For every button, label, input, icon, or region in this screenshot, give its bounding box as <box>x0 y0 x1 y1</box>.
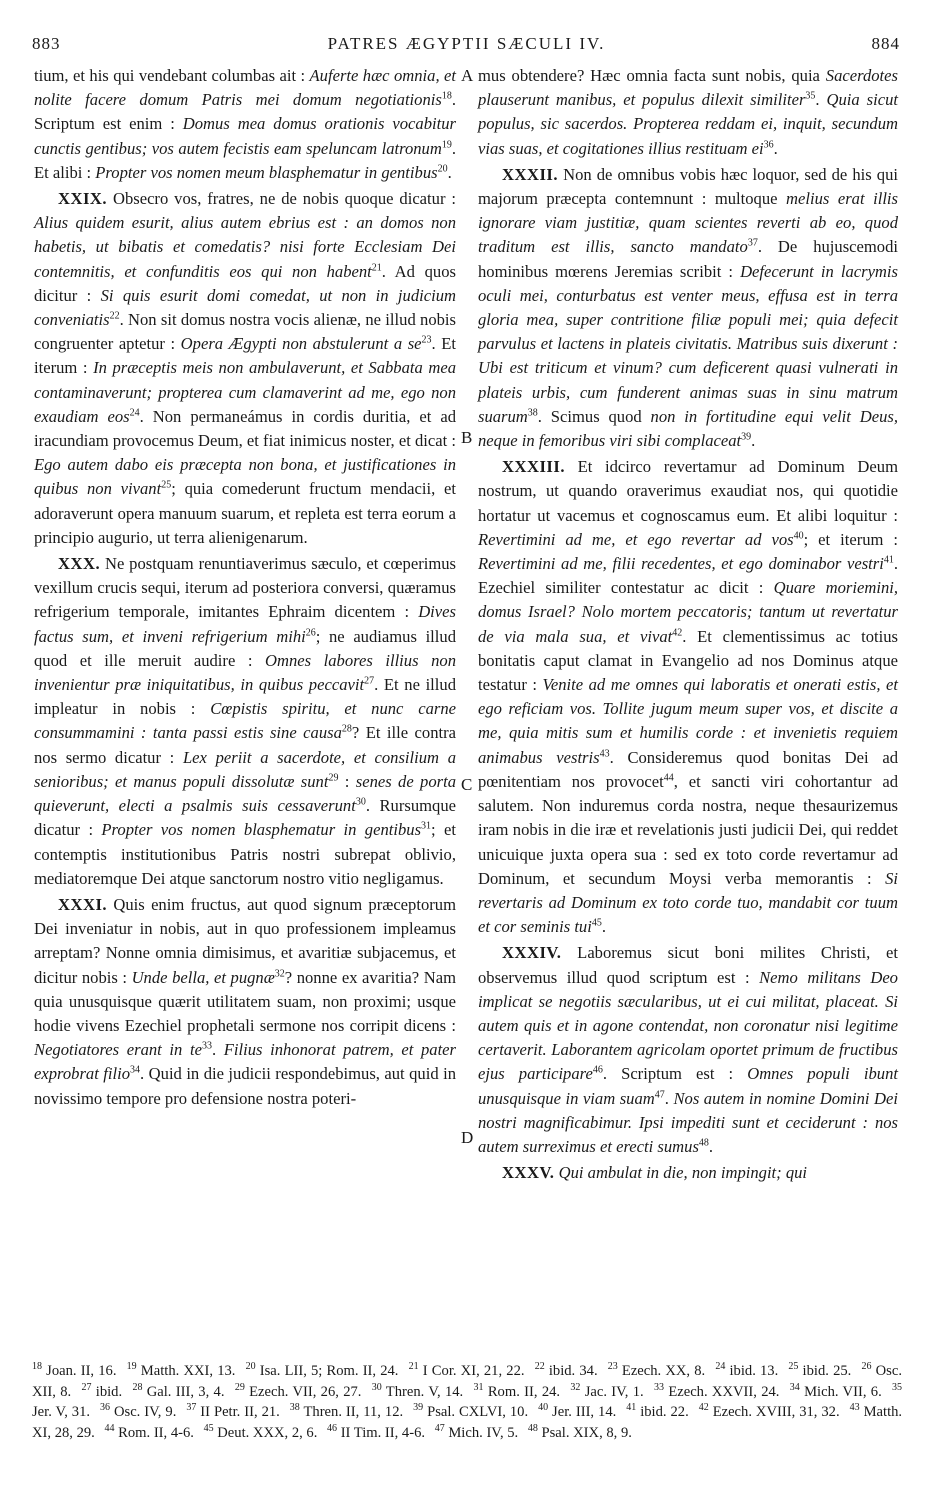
footnote-number: 41 <box>626 1402 637 1414</box>
footnote <box>715 1363 778 1379</box>
footnote <box>527 1422 632 1441</box>
footnote-ref: 35 <box>805 90 816 102</box>
footnote-number: 46 <box>327 1422 338 1434</box>
footnote-citation: Jer. III, 14. <box>548 1404 617 1420</box>
quotation: Domus mea domus orationis vocabitur cunctis gentibus; vos autem fecistis eam speluncam latronum <box>34 114 456 158</box>
left-text-column <box>34 64 456 1113</box>
quotation: Negotiatores erant in te <box>34 1040 202 1060</box>
footnote <box>290 1404 403 1420</box>
footnote-citation: II Tim. II, 4-6. <box>337 1424 426 1441</box>
text-run: ; et contemptis institutionibus Patris nostri subrepat oblivio, mediatoremque Dei atque sanctorum nostro vitio negligamus. <box>34 820 457 888</box>
text-run: Obsecro vos, fratres, ne de nobis quoque dicatur : <box>107 189 456 209</box>
footnote-citation: Matth. XXI, 13. <box>136 1363 236 1379</box>
quotation: non in fortitudine equi velit Deus, neque in femoribus viri sibi complaceat <box>478 406 898 451</box>
footnote-number: 33 <box>654 1381 665 1393</box>
margin-marker-a: A <box>461 66 474 85</box>
footnote <box>81 1381 123 1400</box>
text-run: . Consideremus quod bonitas Dei ad pœnitentiam nos provocet <box>478 747 898 791</box>
text-run: . Non permaneámus in cordis duritia, et ad iracundiam provocemus Deum, et fiat inimicus noster, et dicat : <box>34 406 456 451</box>
paragraph <box>478 163 898 453</box>
text-run: . <box>664 1088 674 1108</box>
footnote-ref: 33 <box>201 1040 212 1052</box>
footnote-citation: Thren. II, 11, 12. <box>299 1404 404 1420</box>
footnote-number: 31 <box>473 1381 484 1393</box>
left-page-number: 883 <box>32 34 61 53</box>
paragraph <box>478 1161 898 1185</box>
quotation: Propter vos nomen meum blasphematur in gentibus <box>95 162 438 182</box>
footnote-number: 22 <box>534 1361 545 1373</box>
footnote <box>186 1404 280 1420</box>
text-run: . <box>773 138 778 158</box>
quotation: Cœpistis spiritu, et nunc carne consummamini : tanta passi estis sine causa <box>34 699 456 743</box>
footnote-citation: ibid. 13. <box>725 1363 779 1379</box>
footnote-ref: 18 <box>441 90 452 102</box>
footnote-number: 19 <box>126 1361 137 1373</box>
footnote-number: 37 <box>186 1402 197 1414</box>
footnote-number: 34 <box>789 1381 800 1393</box>
quotation: Venite ad me omnes qui laboratis et onerati estis, et ego reficiam vos. Tollite jugum meum super vos, et discite a me, quia mitis sum et humilis corde : et invenietis requiem animabus vestris <box>478 675 898 767</box>
footnote <box>132 1381 225 1400</box>
footnote-citation: I Cor. XI, 21, 22. <box>418 1363 525 1379</box>
footnote-citation: Ezech. XVIII, 31, 32. <box>708 1404 840 1420</box>
footnote-citation: Rom. II, 24. <box>483 1383 561 1400</box>
footnote-citation: Matth. XI, 28, 29. <box>32 1404 903 1441</box>
quotation: Auferte hæc omnia, et nolite facere domum Patris mei domum negotiationis <box>34 66 456 110</box>
footnote <box>104 1422 194 1441</box>
footnote-ref: 19 <box>441 139 452 151</box>
footnote-number: 20 <box>245 1361 256 1373</box>
footnote-number: 38 <box>289 1402 300 1414</box>
footnote-ref: 20 <box>437 163 448 175</box>
footnote-ref: 24 <box>129 407 140 419</box>
text-run: Laboremus sicut boni milites Christi, et observemus illud quod scriptum est : <box>478 943 898 987</box>
footnote-ref: 48 <box>698 1137 709 1149</box>
footnote-citation: Psal. CXLVI, 10. <box>423 1404 529 1420</box>
quotation: Revertimini ad me, et ego revertar ad vos <box>478 529 794 549</box>
text-run: . De hujuscemodi hominibus mœrens Jeremias scribit : <box>478 237 898 281</box>
footnote-citation: Isa. LII, 5; Rom. II, 24. <box>255 1363 399 1379</box>
section-number: XXIX. <box>58 189 108 209</box>
footnote-number: 47 <box>434 1422 445 1434</box>
margin-marker-c: C <box>461 775 473 794</box>
footnote-ref: 28 <box>341 723 352 735</box>
quotation: Quia sicut populus, sic sacerdos. Propterea reddam ei, inquit, secundum vias suas, et cogitationes illius restituam ei <box>478 90 898 158</box>
text-run: tium, et his qui vendebant columbas ait : <box>34 66 310 85</box>
footnote-ref: 30 <box>355 796 366 808</box>
footnote-citation: ibid. 22. <box>636 1404 689 1420</box>
quotation: Nos autem in nomine Domini Dei nostri magnificabimur. Ipsi impediti sunt et ceciderunt : nos autem surreximus et erecti sumus <box>478 1088 898 1156</box>
quotation: Unde bella, et pugnæ <box>131 967 275 987</box>
section-number: XXXIV. <box>502 943 562 963</box>
quotation: Propter vos nomen blasphematur in gentibus <box>101 820 422 840</box>
footnote <box>413 1404 528 1420</box>
footnote <box>434 1422 519 1441</box>
quotation: Dives factus sum, et inveni refrigerium mihi <box>34 602 456 646</box>
quotation: Si revertaris ad Dominum ex toto corde tuo, mandabit cor tuum et cor seminis tui <box>478 868 898 937</box>
footnote-number: 28 <box>132 1381 143 1393</box>
footnote-ref: 44 <box>663 772 674 784</box>
footnotes <box>32 1361 902 1443</box>
footnote <box>788 1363 851 1379</box>
text-run: ? Et ille contra nos sermo dicatur : <box>34 723 456 767</box>
footnote-ref: 23 <box>421 334 432 346</box>
footnote-citation: Mich. VII, 6. <box>799 1383 882 1400</box>
footnote <box>127 1363 236 1379</box>
footnote-ref: 39 <box>741 431 752 443</box>
text-run: . Et ne illud impleatur in nobis : <box>34 675 456 719</box>
footnote-ref: 25 <box>161 479 172 491</box>
text-run: . Scimus quod <box>537 406 651 426</box>
text-run: . <box>601 917 606 937</box>
footnote <box>203 1422 318 1441</box>
footnote-ref: 38 <box>527 407 538 419</box>
footnote-citation: Ezech. VII, 26, 27. <box>244 1383 362 1400</box>
quotation: Omnes populi ibunt unusquisque in viam suam <box>478 1064 898 1108</box>
paragraph <box>478 64 898 161</box>
quotation: Nemo militans Deo implicat se negotiis sæcularibus, ut ei cui militat, placeat. Si autem quis et in agone contendat, non coronatur nisi legitime certaverit. Laborantem agricolam oportet primum de fructibus ejus participare <box>478 967 898 1084</box>
footnote <box>473 1381 561 1400</box>
margin-marker-b: B <box>461 428 473 447</box>
footnote-citation: Jer. V, 31. <box>32 1404 91 1420</box>
footnote <box>608 1363 705 1379</box>
footnote-citation: Ezech. XX, 8. <box>617 1363 706 1379</box>
footnote-number: 48 <box>527 1422 538 1434</box>
text-run: . Rursumque dicatur : <box>34 796 456 840</box>
footnote-ref: 41 <box>883 554 894 566</box>
footnote-citation: ibid. <box>91 1383 123 1400</box>
footnote-number: 45 <box>203 1422 214 1434</box>
text-run: . Scriptum est : <box>602 1064 748 1084</box>
margin-marker-d: D <box>461 1128 474 1147</box>
paragraph <box>34 187 456 550</box>
quotation: Ego autem dabo eis præcepta non bona, et justificationes in quibus non vivant <box>34 455 456 499</box>
footnote-ref: 37 <box>747 237 758 249</box>
footnote-number: 26 <box>861 1361 872 1373</box>
text-run: : <box>338 771 356 791</box>
footnote-number: 30 <box>371 1381 382 1393</box>
text-run: . Et iterum : <box>34 334 456 378</box>
footnote-number: 44 <box>104 1422 115 1434</box>
footnote <box>100 1404 176 1420</box>
footnote <box>626 1404 689 1420</box>
footnote-number: 27 <box>81 1381 92 1393</box>
footnote <box>570 1381 644 1400</box>
text-run: . Et clementissimus ac totius bonitatis caput clamat in Evangelio ad nos Dominus atque testatur : <box>478 626 898 695</box>
footnote-citation: Gal. III, 3, 4. <box>142 1383 225 1400</box>
footnote-number: 25 <box>788 1361 799 1373</box>
footnote-number: 36 <box>100 1402 111 1414</box>
footnote-citation: Osc. XII, 8. <box>32 1363 902 1400</box>
quotation: Sacerdotes plauserunt manibus, et populus dilexit similiter <box>478 66 898 110</box>
text-run: . Quid in die judicii respondebimus, aut quid in novissimo tempore pro defensione nostra poteri- <box>34 1064 457 1108</box>
quotation: melius erat illis ignorare viam justitiæ, quam scientes reverti ab eo, quod traditum est illis, sancto mandato <box>478 189 898 257</box>
footnote-number: 29 <box>234 1381 245 1393</box>
section-number: XXX. <box>58 554 101 574</box>
footnote-citation: Mich. IV, 5. <box>444 1424 519 1441</box>
footnote-number: 23 <box>607 1361 618 1373</box>
quotation: Filius inhonorat patrem, et pater exprobrat filio <box>34 1040 456 1084</box>
text-run: ? nonne ex avaritia? Nam quia unusquisque quærit utilitatem suam, non proximi; usque hodie vivens Ezechiel prophetali sermone nos corripit dicens : <box>34 967 456 1035</box>
footnote-citation: Jac. IV, 1. <box>580 1383 644 1400</box>
footnote-citation: Deut. XXX, 2, 6. <box>213 1424 318 1441</box>
footnote <box>699 1404 840 1420</box>
footnote-citation: Rom. II, 4-6. <box>114 1424 194 1441</box>
footnote-citation: Joan. II, 16. <box>42 1363 117 1379</box>
footnote-ref: 27 <box>364 675 375 687</box>
footnote-number: 24 <box>715 1361 726 1373</box>
footnote-number: 40 <box>538 1402 549 1414</box>
quotation: Alius quidem esurit, alius autem ebrius est : an domos non habetis, ut bibatis et comedatis? nisi forte Ecclesiam Dei contemnitis, et confunditis eos qui non habent <box>34 213 456 281</box>
quotation: Quare moriemini, domus Israel? Nolo mortem peccatoris; tantum ut revertatur de via mala sua, et vivat <box>478 578 898 646</box>
footnote <box>234 1381 362 1400</box>
footnote <box>538 1404 616 1420</box>
footnote-citation: ibid. 25. <box>798 1363 852 1379</box>
footnote-ref: 26 <box>305 627 316 639</box>
footnote-ref: 40 <box>793 530 804 542</box>
text-run: . <box>447 162 452 182</box>
paragraph <box>478 941 898 1159</box>
section-number: XXXIII. <box>502 457 565 477</box>
quotation: Lex periit a sacerdote, et consilium a senioribus; et manus populi dissolutæ sunt <box>34 747 456 791</box>
footnote-ref: 45 <box>591 917 602 929</box>
paragraph <box>478 455 898 939</box>
text-run: . Scriptum est enim : <box>34 90 456 134</box>
quotation: Defecerunt in lacrymis oculi mei, conturbatus est venter meus, effusa est in terra gloria mea, super contritione filiæ populi mei; quia defecit parvulus et lactens in plateis civitatis. Matribus suis dixerunt : Ubi est triticum et vinum? cum deficerent quasi vulnerati in plateis urbis, cum funderent animas suas in sinu matrum suarum <box>478 261 898 426</box>
footnote-number: 35 <box>892 1381 903 1393</box>
text-run: Et idcirco revertamur ad Dominum Deum nostrum, ut quando oraverimus exaudiat nos, qui quotidie hortatur ut vacemus et cognoscamus eum. Et alibi loquitur : <box>478 457 898 525</box>
footnote-citation: II Petr. II, 21. <box>196 1404 280 1420</box>
footnote-citation: Psal. XIX, 8, 9. <box>537 1424 632 1441</box>
text-run: . Ad quos dicitur : <box>34 261 456 305</box>
footnote-ref: 43 <box>599 748 610 760</box>
section-number: XXXII. <box>502 164 559 184</box>
footnote-citation: ibid. 34. <box>544 1363 598 1379</box>
footnote <box>246 1363 399 1379</box>
footnote-ref: 31 <box>421 820 432 832</box>
footnote <box>409 1363 525 1379</box>
text-run: mus obtendere? Hæc omnia facta sunt nobis, quia <box>478 66 826 85</box>
text-run: ; et iterum : <box>803 529 898 549</box>
footnote-ref: 21 <box>371 262 382 274</box>
footnote-number: 39 <box>413 1402 424 1414</box>
text-run: . Ezechiel similiter contestatur ac dicit : <box>478 554 898 598</box>
text-run: . <box>708 1136 714 1156</box>
footnote-ref: 42 <box>672 627 683 639</box>
footnote-ref: 47 <box>654 1089 665 1100</box>
footnote-number: 18 <box>32 1361 42 1373</box>
footnote <box>789 1381 882 1400</box>
running-title: PATRES ÆGYPTII SÆCULI IV. <box>327 34 606 53</box>
text-run: . <box>751 431 756 451</box>
footnote <box>654 1381 780 1400</box>
footnote <box>32 1363 116 1379</box>
text-run: Non de omnibus vobis hæc loquor, sed de his qui majorum præcepta contemnunt : multoque <box>478 164 898 209</box>
text-run: , et sancti viri cohortantur ad salutem. Non induremus corda nostra, neque thesaurizemus iram nobis in die iræ et revelationis justi judicii Dei, qui reddet unicuique juxta opera sua : sed ex toto corde revertamur ad Dominum, et secundum Moysi verba memorantis : <box>478 771 898 888</box>
footnote-ref: 29 <box>328 772 339 784</box>
right-page-number: 884 <box>871 34 900 53</box>
section-number: XXXI. <box>58 894 108 914</box>
footnote <box>535 1363 598 1379</box>
right-text-column <box>478 64 898 1187</box>
quotation: Opera Ægypti non abstulerunt a se <box>180 334 422 354</box>
footnote-citation: Thren. V, 14. <box>381 1383 464 1400</box>
footnote-ref: 36 <box>763 139 774 151</box>
quotation: Qui ambulat in die, non impingit; qui <box>558 1163 808 1183</box>
paragraph <box>34 893 456 1111</box>
paragraph <box>34 64 456 185</box>
text-run: . <box>815 90 827 110</box>
quotation: In præceptis meis non ambulaverunt, et Sabbata mea contaminaverunt; propterea cum clamaverint ad me, ego non exaudiam eos <box>34 358 456 426</box>
footnote <box>371 1381 464 1400</box>
paragraph <box>34 552 456 891</box>
footnote-number: 21 <box>408 1361 419 1373</box>
page-header <box>0 0 933 70</box>
footnote-ref: 46 <box>592 1064 603 1076</box>
footnote-ref: 32 <box>274 967 285 979</box>
quotation: Si quis esurit domi comedat, ut non in judicium conveniatis <box>34 285 456 330</box>
footnote-number: 43 <box>849 1402 860 1414</box>
text-run: . Non sit domus nostra vocis alienæ, ne illud nobis congruenter aptetur : <box>34 310 456 354</box>
quotation: Revertimini ad me, filii recedentes, et ego dominabor vestri <box>478 554 884 574</box>
footnote-ref: 34 <box>130 1064 141 1076</box>
text-run: ; ne audiamus illud quod et ille meruit audire : <box>34 626 456 670</box>
footnote-number: 32 <box>570 1381 581 1393</box>
text-run: . <box>211 1040 224 1060</box>
footnote-citation: Ezech. XXVII, 24. <box>664 1383 780 1400</box>
text-run: Ne postquam renuntiaverimus sæculo, et cœperimus vexillum crucis sequi, iterum ad posteriora conversi, quæramus refrigerium temporale, imitantes Ephraim dicentem : <box>34 554 456 622</box>
quotation: senes de porta quieverunt, electi a psalmis suis cessaverunt <box>34 771 456 816</box>
footnote <box>327 1422 426 1441</box>
quotation: Omnes labores illius non invenientur præ iniquitatibus, in quibus peccavit <box>34 650 456 695</box>
text-run: ; quia comederunt fructum mendacii, et adoraverunt opera manuum suarum, et repleta est terra eorum a principio augurio, ut terra alienigenarum. <box>34 479 456 547</box>
section-number: XXXV. <box>502 1163 555 1183</box>
footnote-ref: 22 <box>109 310 120 322</box>
text-run: Quis enim fructus, aut quod signum præceptorum Dei inveniatur in nobis, aut in quo professionem impleamus arreptam? Nonne omnia dimisimus, et avaritiæ subjacemus, et dicitur nobis : <box>34 894 456 987</box>
text-run: . Et alibi : <box>34 138 456 182</box>
footnote-number: 42 <box>698 1402 709 1414</box>
footnote-citation: Osc. IV, 9. <box>110 1404 177 1420</box>
